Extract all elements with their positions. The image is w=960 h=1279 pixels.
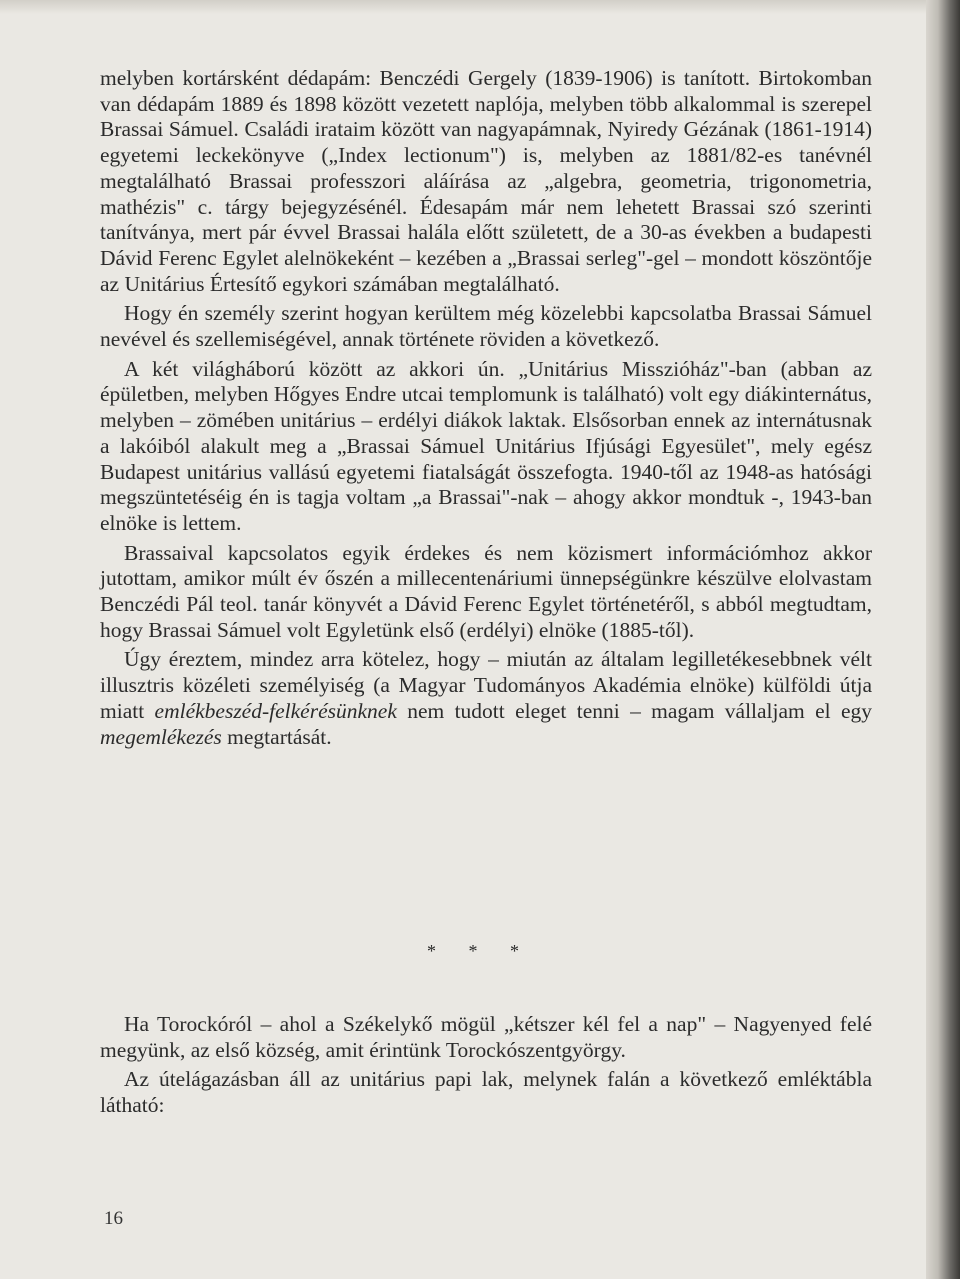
paragraph-7: Az útelágazásban áll az unitárius papi lak, melynek falán a következő emléktábla látható:	[100, 1067, 872, 1118]
paragraph-5	[100, 647, 872, 750]
paragraph-2: Hogy én személy szerint hogyan kerültem még közelebbi kapcsolatba Brassai Sámuel nevével és szellemiségével, annak története röviden a következő.	[100, 301, 872, 352]
paragraph-4: Brassaival kapcsolatos egyik érdekes és nem közismert információmhoz akkor jutottam, amikor múlt év őszén a millecentenáriumi ünnepségünkre készülve elolvastam Benczédi Pál teol. tanár könyvét a Dávid Ferenc Egylet történetéről, s abból megtudtam, hogy Brassai Sámuel volt Egyletünk első (erdélyi) elnöke (1885-től).	[100, 540, 872, 642]
paragraph-5-italic-2: megemlékezés	[100, 724, 222, 749]
paragraph-3: A két világháború között az akkori ún. „Unitárius Misszióház"-ban (abban az épületben, melyben Hőgyes Endre utcai templomunk is található) volt egy diákinternátus, melyben – zömében unitárius – erdélyi diákok laktak. Elsősorban ennek az internátusnak a lakóiból alakult meg a „Brassai Sámuel Unitárius Ifjúsági Egyesület", mely egész Budapest unitárius vallású egyetemi fiatalságát összefogta. 1940-től az 1948-as hatósági megszüntetéséig én is tagja voltam „a Brassai"-nak – ahogy akkor mondtuk -, 1943-ban elnöke is lettem.	[100, 356, 872, 535]
paragraph-5-italic-1: emlékbeszéd-felkérésünknek	[154, 698, 397, 723]
section-separator: * * *	[427, 941, 533, 961]
paragraph-5-text-middle: nem tudott eleget tenni – magam vállaljam el egy	[396, 698, 872, 723]
second-text-block	[100, 1012, 872, 1119]
top-shadow	[0, 0, 960, 14]
main-text-block	[100, 66, 872, 750]
page-number: 16	[104, 1208, 123, 1229]
paragraph-5-text-before: Úgy éreztem, mindez arra kötelez, hogy – miután az általam legilletékesebbnek vélt illusztris közéleti személyiség (a Magyar Tudományos Akadémia elnöke) külföldi útja miatt	[100, 647, 872, 723]
book-spine-edge	[926, 0, 960, 1279]
paragraph-6: Ha Torockóról – ahol a Székelykő mögül „kétszer kél fel a nap" – Nagyenyed felé megyünk, az első község, amit érintünk Torockószentgyörgy.	[100, 1012, 872, 1062]
paragraph-1: melyben kortársként dédapám: Benczédi Gergely (1839-1906) is tanított. Birtokomban van dédapám 1889 és 1898 között vezetett naplója, melyben több alkalommal is szerepel Brassai Sámuel. Családi irataim között van nagyapámnak, Nyiredy Gézának (1861-1914) egyetemi leckekönyve („Index lectionum") is, melyben az 1881/82-es tanévnél megtalálható Brassai professzori aláírása az „algebra, geometria, trigonometria, mathézis" c. tárgy bejegyzésénél. Édesapám már nem lehetett Brassai szó szerinti tanítványa, mert pár évvel Brassai halála előtt született, de a 30-as években a budapesti Dávid Ferenc Egylet alelnökeként – kezében a „Brassai serleg"-gel – mondott köszöntője az Unitárius Értesítő egykori számában megtalálható.	[100, 66, 872, 296]
paragraph-5-text-after: megtartását.	[221, 724, 332, 749]
